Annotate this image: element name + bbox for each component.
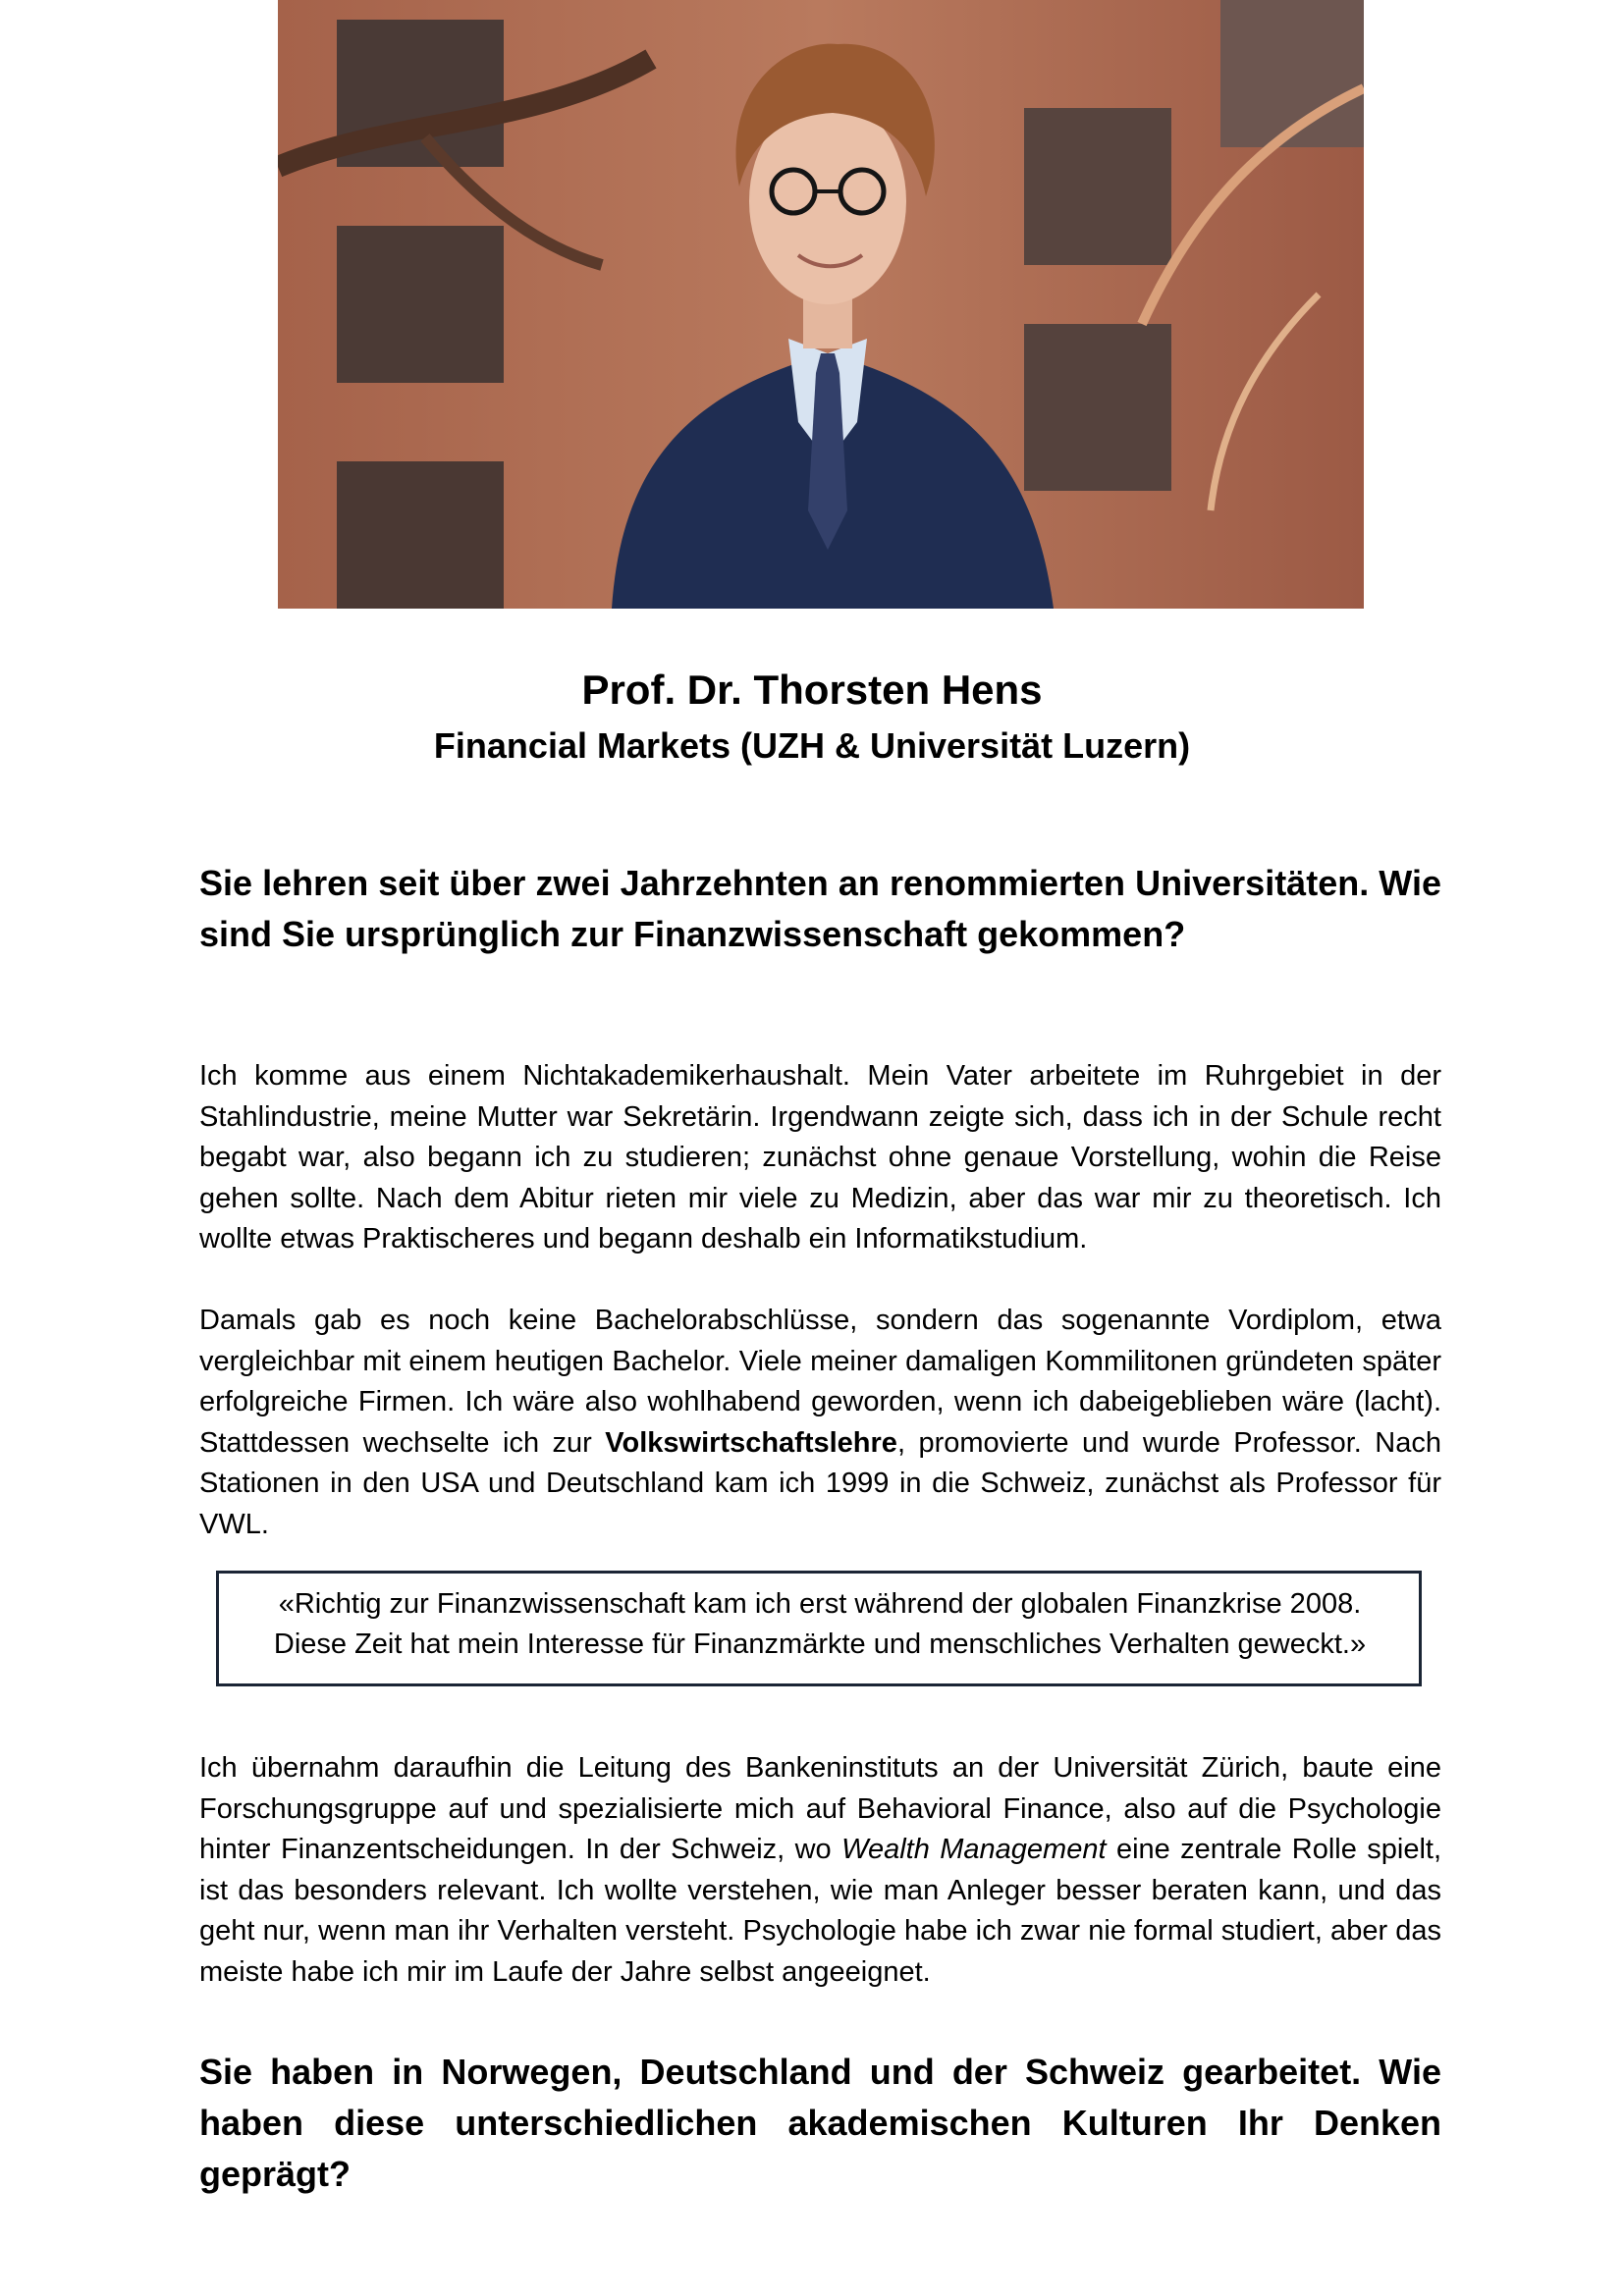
answer-paragraph-3-italic: Wealth Management (841, 1834, 1107, 1865)
answer-paragraph-3-text-a: Ich übernahm daraufhin die Leitung des Bankeninstituts an der Universität Zürich, baute eine Forschungsgruppe auf und spezialisierte mich auf Behavioral Finance, also auf die Psychologie hinter Finanzentscheidungen. In der Schweiz, wo (199, 1752, 1441, 1865)
answer-paragraph-2-text-a: Damals gab es noch keine Bachelorabschlüsse, sondern das sogenannte Vordiplom, etwa vergleichbar mit einem heutigen Bachelor. Viele meiner damaligen Kommilitonen gründeten später erfolgreiche Firmen. Ich wäre also wohlhabend geworden, wenn ich dabeigeblieben wäre (lacht). Stattdessen wechselte ich zur (199, 1305, 1441, 1459)
answer-paragraph-2-text-b: , promovierte und wurde Professor. Nach Stationen in den USA und Deutschland kam ich 1999 in die Schweiz, zunächst als Professor für VWL. (199, 1426, 1442, 1540)
answer-paragraph-2 (199, 1301, 1441, 1545)
answer-paragraph-1: Ich komme aus einem Nichtakademikerhaushalt. Mein Vater arbeitete im Ruhrgebiet in der Stahlindustrie, meine Mutter war Sekretärin. Irgendwann zeigte sich, dass ich in der Schule recht begabt war, also begann ich zu studieren; zunächst ohne genaue Vorstellung, wohin die Reise gehen sollte. Nach dem Abitur rieten mir viele zu Medizin, aber das war mir zu theoretisch. Ich wollte etwas Praktischeres und begann deshalb ein Informatikstudium. (199, 1060, 1441, 1255)
question-2: Sie haben in Norwegen, Deutschland und der Schweiz gearbeitet. Wie haben diese unterschiedlichen akademischen Kulturen Ihr Denken geprägt? (199, 2052, 1441, 2194)
answer-paragraph-3 (199, 1748, 1441, 1993)
portrait-illustration (278, 0, 1364, 609)
answer-paragraph-2-bold: Volkswirtschaftslehre (605, 1426, 897, 1459)
pull-quote-text: «Richtig zur Finanzwissenschaft kam ich erst während der globalen Finanzkrise 2008. Diese Zeit hat mein Interesse für Finanzmärkte und menschliches Verhalten geweckt.» (273, 1588, 1367, 1660)
interviewee-name: Prof. Dr. Thorsten Hens (581, 667, 1043, 713)
question-1: Sie lehren seit über zwei Jahrzehnten an renommierten Universitäten. Wie sind Sie ursprünglich zur Finanzwissenschaft gekommen? (199, 863, 1441, 954)
interviewee-affiliation: Financial Markets (UZH & Universität Luzern) (433, 725, 1191, 766)
answer-paragraph-3-text-b: eine zentrale Rolle spielt, ist das besonders relevant. Ich wollte verstehen, wie man Anleger besser beraten kann, und das geht nur, wenn man ihr Verhalten versteht. Psychologie habe ich zwar nie formal studiert, aber das meiste habe ich mir im Laufe der Jahre selbst angeeignet. (199, 1834, 1442, 1988)
portrait-photo (278, 0, 1364, 609)
